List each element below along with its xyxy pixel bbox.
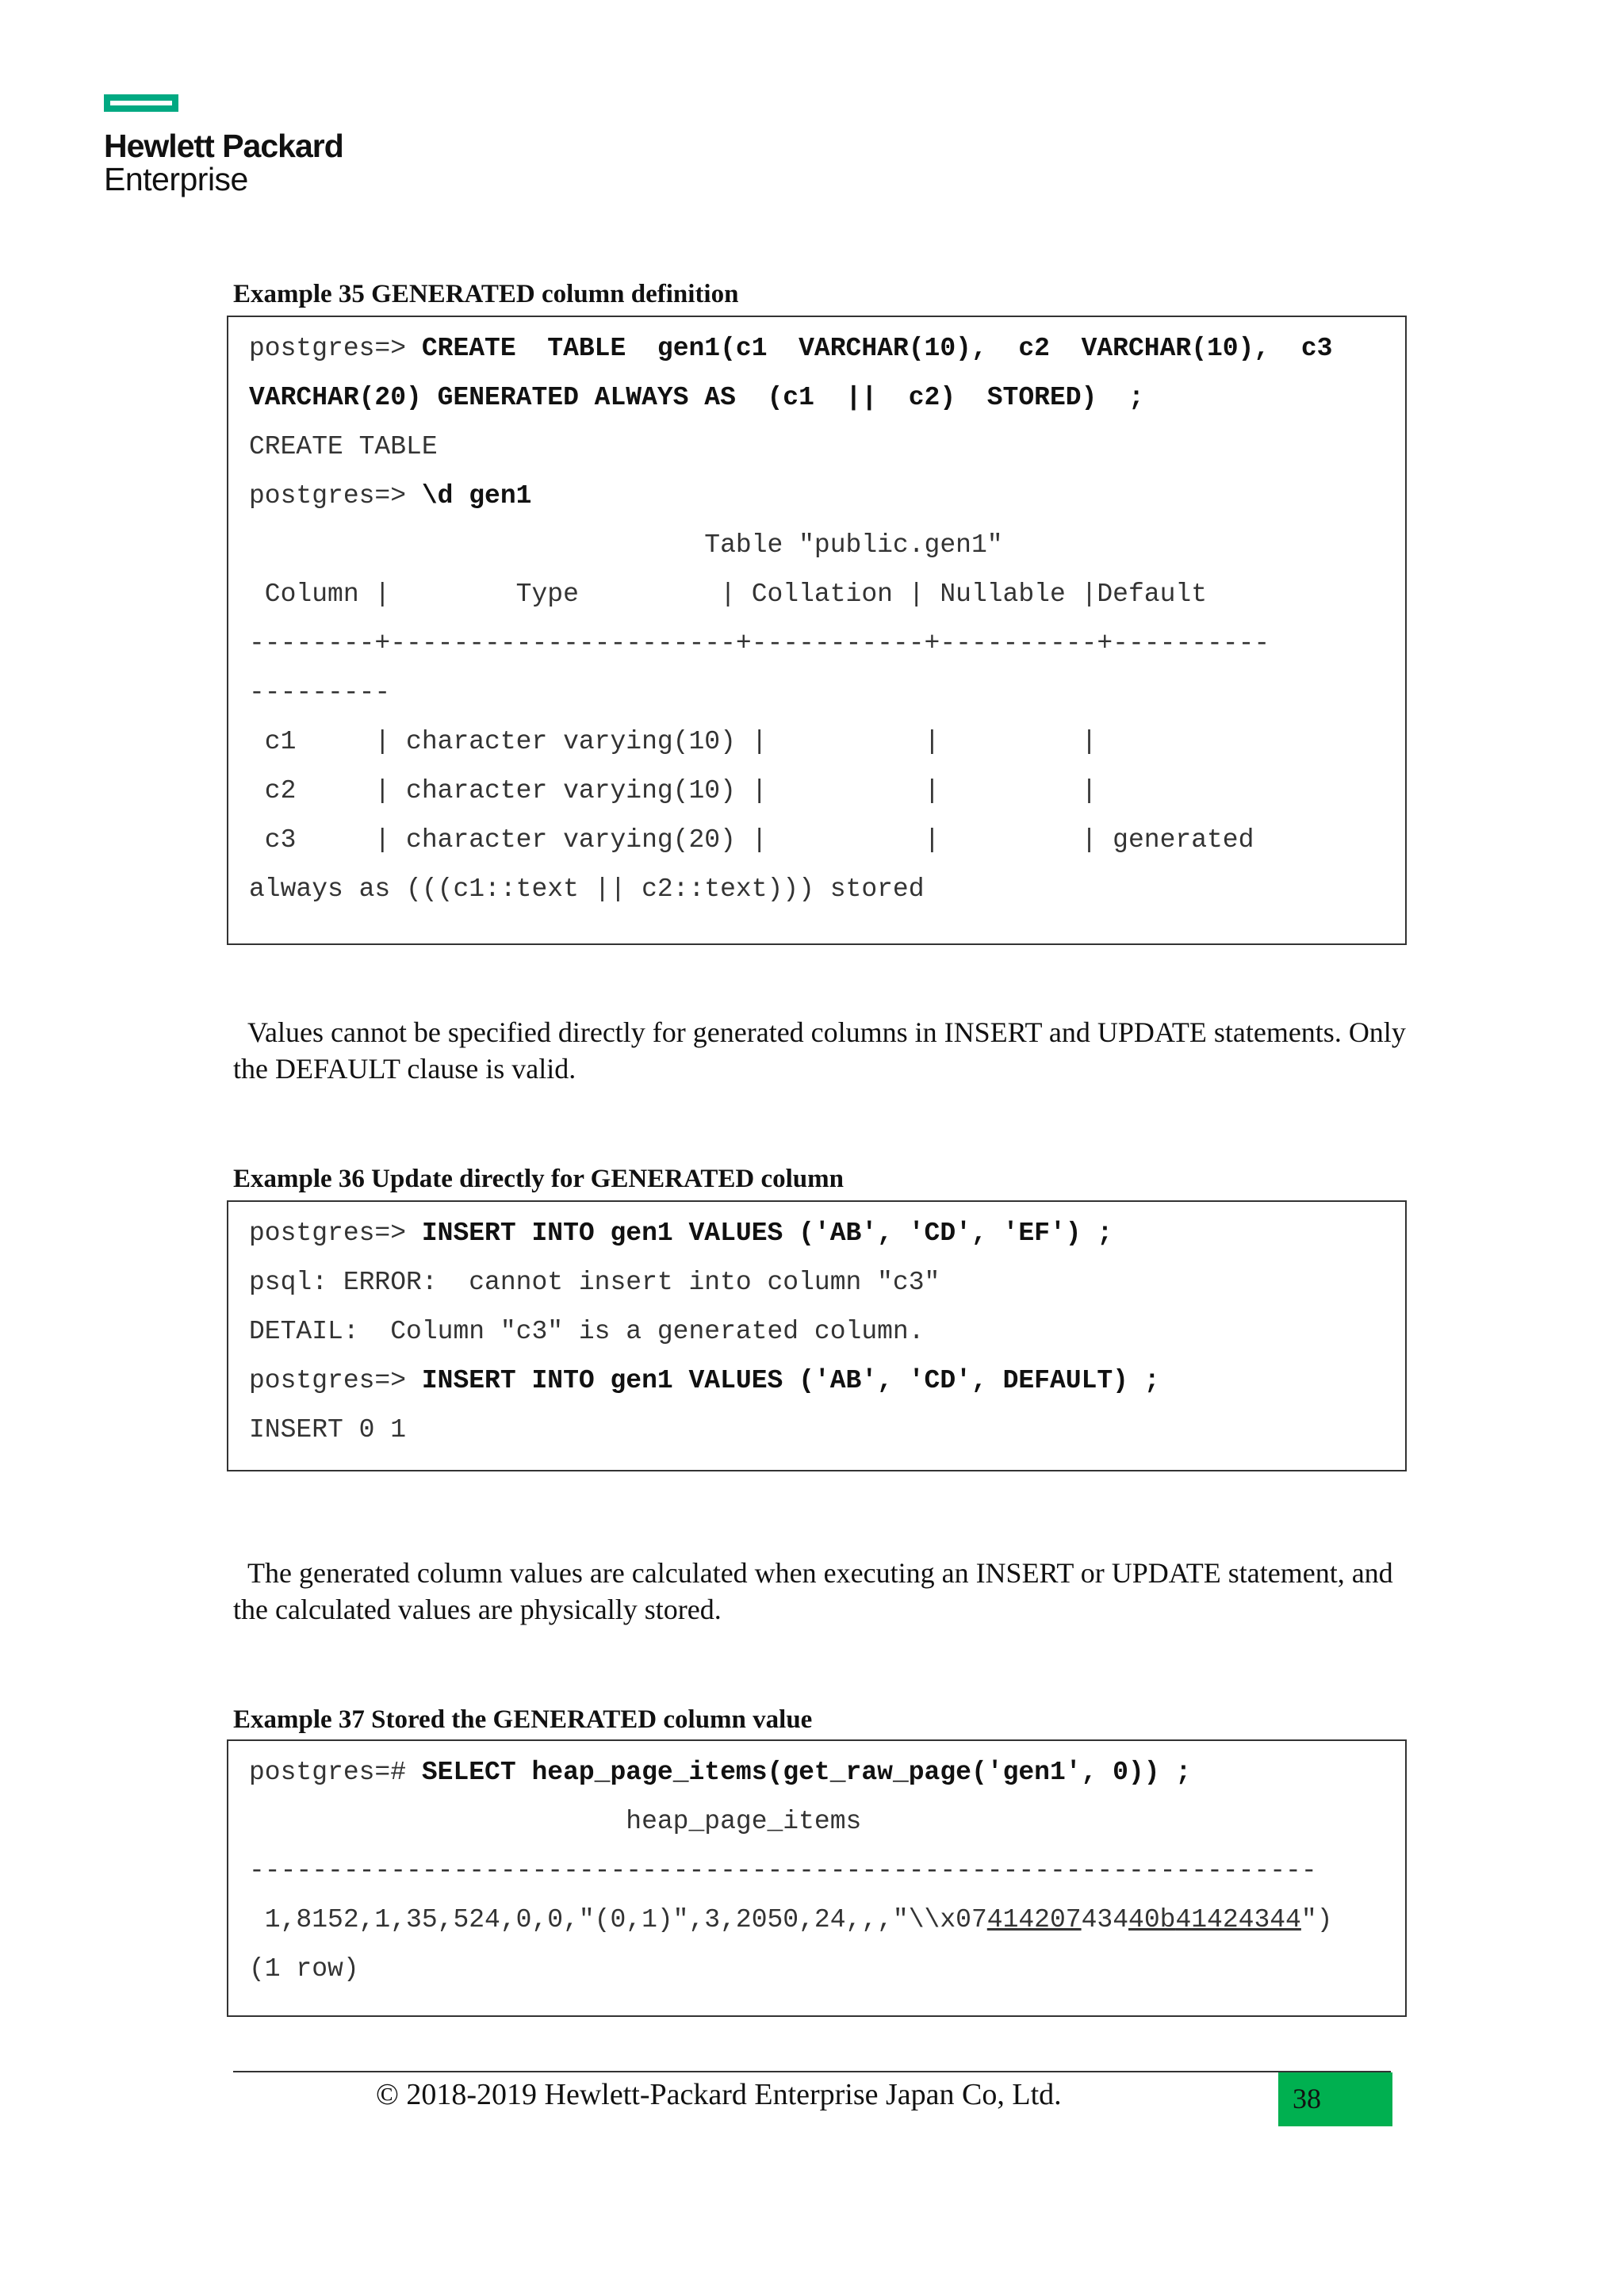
code-line: DETAIL: Column "c3" is a generated column.: [249, 1317, 925, 1346]
example-35-caption: Example 35 GENERATED column definition: [233, 280, 739, 308]
page-number-box: [1278, 2072, 1392, 2126]
code-line: postgres=> \d gen1: [249, 481, 532, 511]
code-line: c2 | character varying(10) | | |: [249, 776, 1097, 806]
code-line: c3 | character varying(20) | | | generated: [249, 825, 1254, 855]
example-37-caption: Example 37 Stored the GENERATED column value: [233, 1705, 813, 1734]
code-line: c1 | character varying(10) | | |: [249, 727, 1097, 756]
code-line: (1 row): [249, 1954, 359, 1984]
code-line: heap_page_items: [249, 1807, 862, 1836]
code-line: 1,8152,1,35,524,0,0,"(0,1)",3,2050,24,,,"\\x0741420743440b41424344"): [249, 1905, 1333, 1934]
example-37-code-box: [227, 1739, 1407, 2017]
body-paragraph-1: [233, 1015, 1406, 1086]
paragraph-line: The generated column values are calculated when executing an INSERT or UPDATE statement, and: [247, 1557, 1393, 1589]
footer-copyright: © 2018-2019 Hewlett-Packard Enterprise Japan Co, Ltd.: [376, 2078, 1062, 2111]
code-line: Table "public.gen1": [249, 530, 1003, 560]
footer-divider: [233, 2071, 1391, 2072]
paragraph-line: Values cannot be specified directly for generated columns in INSERT and UPDATE statements. Only: [247, 1016, 1406, 1048]
page-number: 38: [1293, 2083, 1321, 2114]
code-line: INSERT 0 1: [249, 1415, 407, 1445]
example-35-code-box: [227, 316, 1407, 945]
paragraph-line: the calculated values are physically stored.: [233, 1594, 722, 1625]
logo-text-line1: Hewlett Packard: [104, 128, 343, 164]
code-line: psql: ERROR: cannot insert into column "c3": [249, 1268, 940, 1297]
code-line: postgres=# SELECT heap_page_items(get_raw_page('gen1', 0)) ;: [249, 1758, 1192, 1787]
body-paragraph-2: [233, 1556, 1399, 1627]
example-36-code-box: [227, 1200, 1407, 1471]
logo-text-line2: Enterprise: [104, 161, 248, 197]
logo-mark: [104, 94, 178, 112]
code-line: postgres=> CREATE TABLE gen1(c1 VARCHAR(10), c2 VARCHAR(10), c3: [249, 334, 1333, 363]
paragraph-line: the DEFAULT clause is valid.: [233, 1053, 576, 1085]
code-line: VARCHAR(20) GENERATED ALWAYS AS (c1 || c2) STORED) ;: [249, 383, 1144, 412]
code-line: postgres=> INSERT INTO gen1 VALUES ('AB', 'CD', 'EF') ;: [249, 1219, 1113, 1248]
code-line: always as (((c1::text || c2::text))) stored: [249, 874, 925, 904]
code-line: Column | Type | Collation | Nullable |Default: [249, 580, 1207, 609]
code-line: ---------: [249, 678, 391, 707]
code-line: --------+----------------------+-----------+----------+----------: [249, 629, 1270, 658]
code-line: postgres=> INSERT INTO gen1 VALUES ('AB', 'CD', DEFAULT) ;: [249, 1366, 1160, 1395]
example-36-caption: Example 36 Update directly for GENERATED column: [233, 1165, 845, 1193]
code-line: CREATE TABLE: [249, 432, 438, 461]
code-line: --------------------------------------------------------------------: [249, 1856, 1317, 1885]
